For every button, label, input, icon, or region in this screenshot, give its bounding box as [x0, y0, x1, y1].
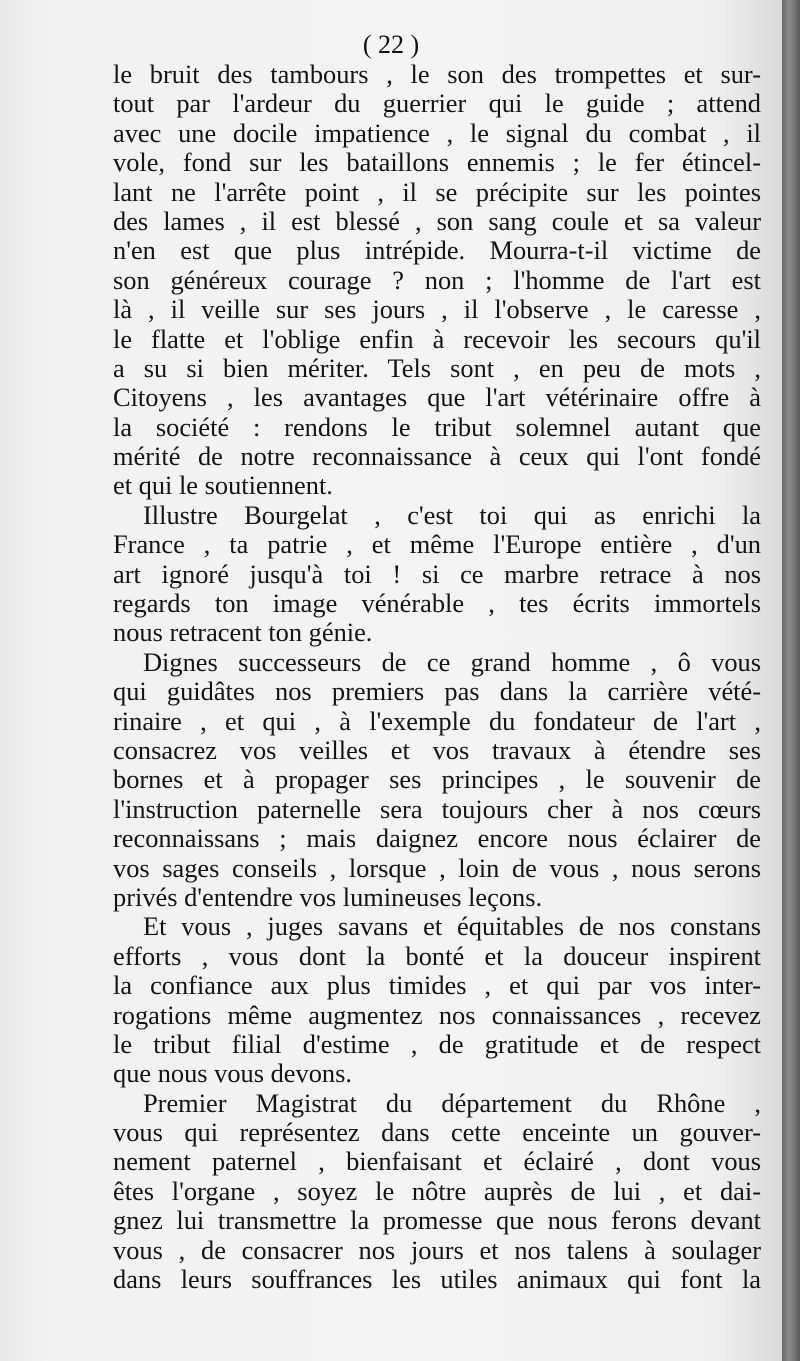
- text-line: l'instruction paternelle sera toujours cher à nos cœurs: [113, 793, 761, 824]
- text-line: n'en est que plus intrépide. Mourra-t-il victime de: [113, 235, 761, 266]
- text-line: regards ton image vénérable , tes écrits immortels: [113, 588, 761, 619]
- text-line: efforts , vous dont la bonté et la douceur inspirent: [113, 940, 761, 971]
- text-line: vous qui représentez dans cette enceinte un gouver-: [113, 1117, 761, 1148]
- text-line: Dignes successeurs de ce grand homme , ô vous: [143, 646, 761, 677]
- text-line: tout par l'ardeur du guerrier qui le guide ; attend: [113, 88, 761, 119]
- text-line: a su si bien mériter. Tels sont , en peu de mots ,: [113, 352, 761, 383]
- text-line: mérité de notre reconnaissance à ceux qui l'ont fondé: [113, 441, 761, 472]
- text-line: lant ne l'arrête point , il se précipite sur les pointes: [113, 176, 761, 207]
- text-line: là , il veille sur ses jours , il l'observe , le caresse ,: [113, 294, 761, 325]
- text-line: Et vous , juges savans et équitables de nos constans: [143, 911, 761, 942]
- text-line: vous , de consacrer nos jours et nos talens à soulager: [113, 1234, 761, 1265]
- text-line: France , ta patrie , et même l'Europe entière , d'un: [113, 529, 761, 560]
- text-line: vole, fond sur les bataillons ennemis ; le fer étincel-: [113, 147, 761, 178]
- text-line: la société : rendons le tribut solemnel autant que: [113, 411, 761, 442]
- text-line: des lames , il est blessé , son sang coule et sa valeur: [113, 205, 761, 236]
- text-line: le bruit des tambours , le son des trompettes et sur-: [113, 59, 761, 89]
- text-line: rinaire , et qui , à l'exemple du fondateur de l'art ,: [113, 705, 761, 736]
- text-line: privés d'entendre vos lumineuses leçons.: [113, 881, 543, 912]
- text-line: le tribut filial d'estime , de gratitude et de respect: [113, 1028, 761, 1059]
- text-line: reconnaissans ; mais daignez encore nous éclairer de: [113, 823, 761, 854]
- text-line: nous retracent ton génie.: [113, 617, 373, 648]
- text-line: la confiance aux plus timides , et qui par vos inter-: [113, 970, 761, 1001]
- text-line: que nous vous devons.: [113, 1058, 352, 1089]
- text-line: consacrez vos veilles et vos travaux à étendre ses: [113, 734, 761, 765]
- text-line: vos sages conseils , lorsque , loin de vous , nous serons: [113, 852, 761, 883]
- text-line: êtes l'organe , soyez le nôtre auprès de lui , et dai-: [113, 1175, 761, 1206]
- text-line: rogations même augmentez nos connaissances , recevez: [113, 999, 761, 1030]
- text-line: bornes et à propager ses principes , le souvenir de: [113, 764, 761, 795]
- text-line: Premier Magistrat du département du Rhône ,: [143, 1087, 761, 1118]
- text-line: son généreux courage ? non ; l'homme de l'art est: [113, 264, 761, 295]
- text-line: nement paternel , bienfaisant et éclairé , dont vous: [113, 1146, 761, 1177]
- text-line: Citoyens , les avantages que l'art vétérinaire offre à: [113, 382, 761, 413]
- text-line: et qui le soutiennent.: [113, 470, 333, 501]
- text-line: dans leurs souffrances les utiles animaux qui font la: [113, 1264, 761, 1295]
- text-line: le flatte et l'oblige enfin à recevoir les secours qu'il: [113, 323, 761, 354]
- page-number: ( 22 ): [362, 30, 420, 59]
- text-line: qui guidâtes nos premiers pas dans la carrière vété-: [113, 676, 761, 707]
- book-binding-edge: [782, 0, 800, 1361]
- text-line: gnez lui transmettre la promesse que nous ferons devant: [113, 1205, 761, 1236]
- text-line: art ignoré jusqu'à toi ! si ce marbre retrace à nos: [113, 558, 761, 589]
- body-text: [113, 60, 761, 1294]
- text-line: Illustre Bourgelat , c'est toi qui as enrichi la: [143, 499, 761, 530]
- text-line: avec une docile impatience , le signal du combat , il: [113, 117, 761, 148]
